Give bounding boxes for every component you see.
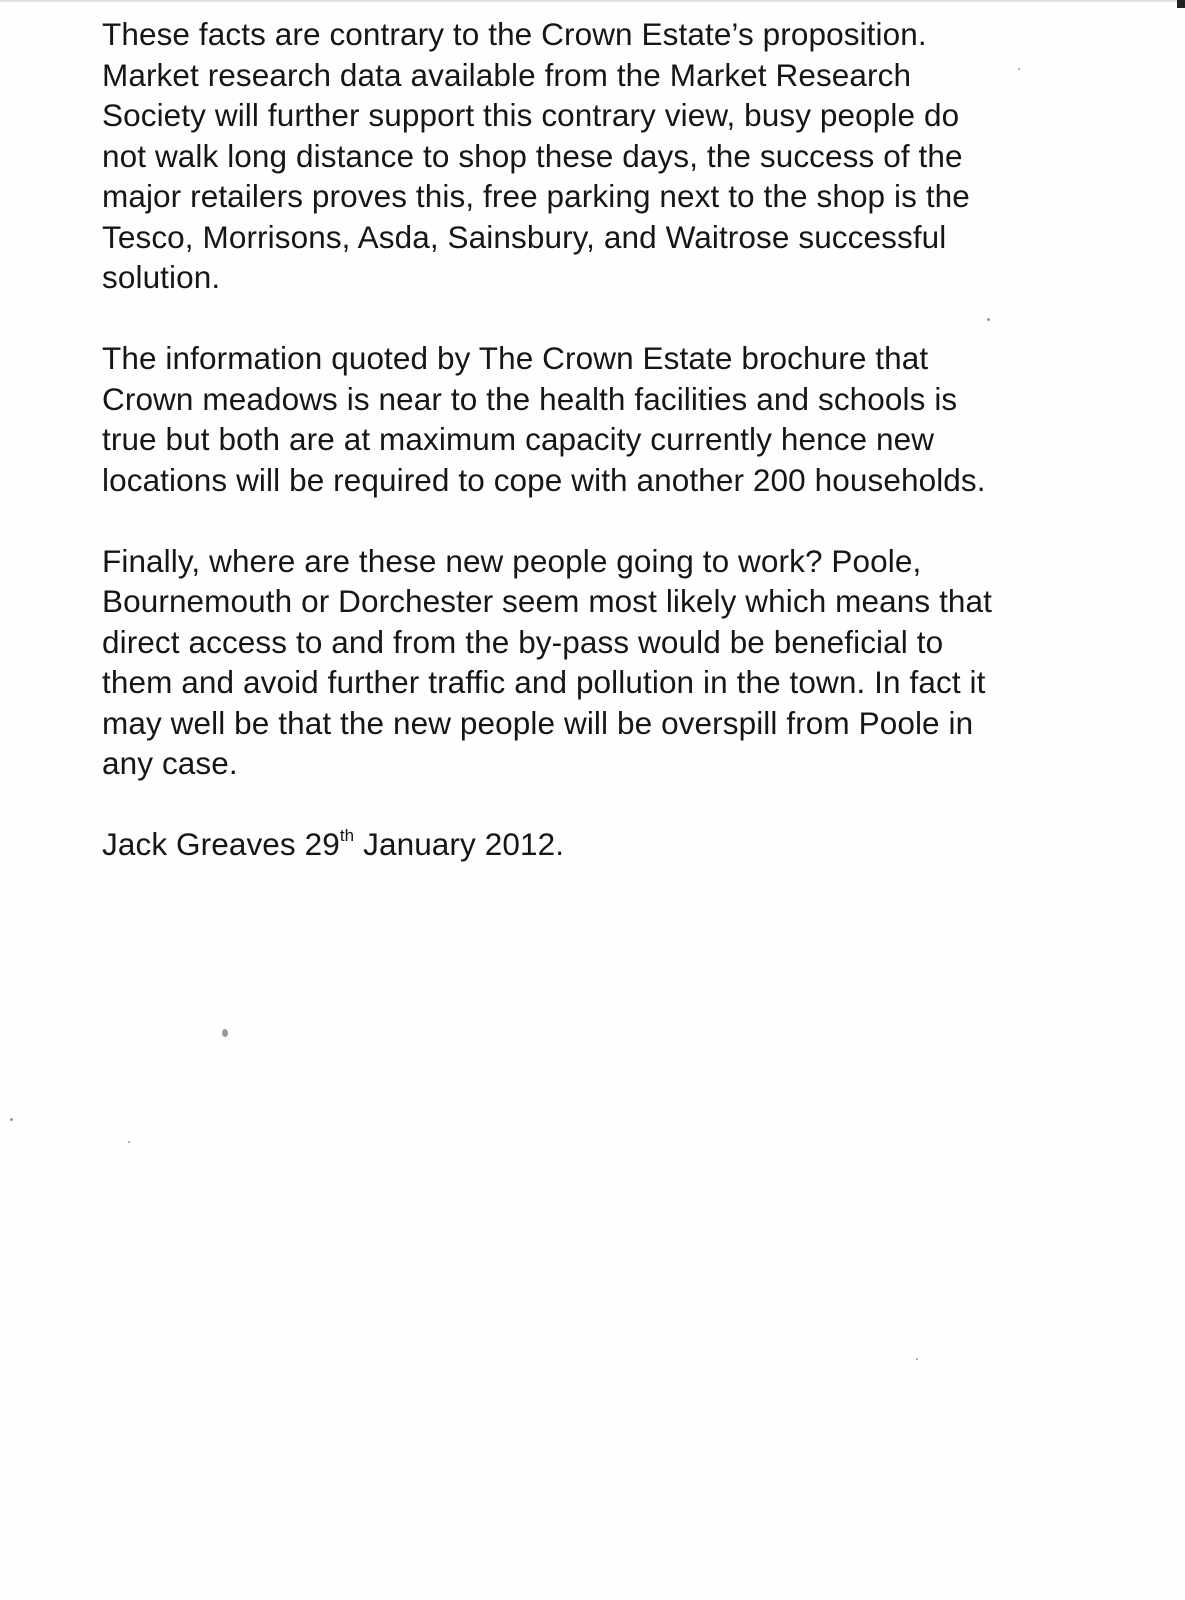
signature-date-line [102,824,1102,865]
day-ordinal-suffix: th [339,825,355,845]
scan-speck [128,1141,130,1143]
paragraph-crown-estate-proposition: These facts are contrary to the Crown Estate’s proposition. Market research data available from the Market Research Society will further support this contrary view, busy people do not walk long distance to shop these days, the success of the major retailers proves this, free parking next to the shop is the Tesco, Morrisons, Asda, Sainsbury, and Waitrose successful solution. [102,16,970,295]
scan-speck [222,1029,228,1037]
signature-name-day: Jack Greaves 29 [102,826,340,862]
scan-top-edge [0,0,1185,3]
scan-speck [10,1118,13,1121]
scan-corner-mark [1177,0,1185,8]
scan-speck [916,1358,918,1360]
paragraph-health-and-schools: The information quoted by The Crown Estate brochure that Crown meadows is near to the health facilities and schools is true but both are at maximum capacity currently hence new locations will be required to cope with another 200 households. [102,340,986,498]
paragraph-employment-access: Finally, where are these new people going to work? Poole, Bournemouth or Dorchester seem most likely which means that direct access to and from the by-pass would be beneficial to them and avoid further traffic and pollution in the town. In fact it may well be that the new people will be overspill from Poole in any case. [102,542,993,781]
letter-body [102,14,1102,865]
signature-month-year: January 2012. [354,826,565,862]
